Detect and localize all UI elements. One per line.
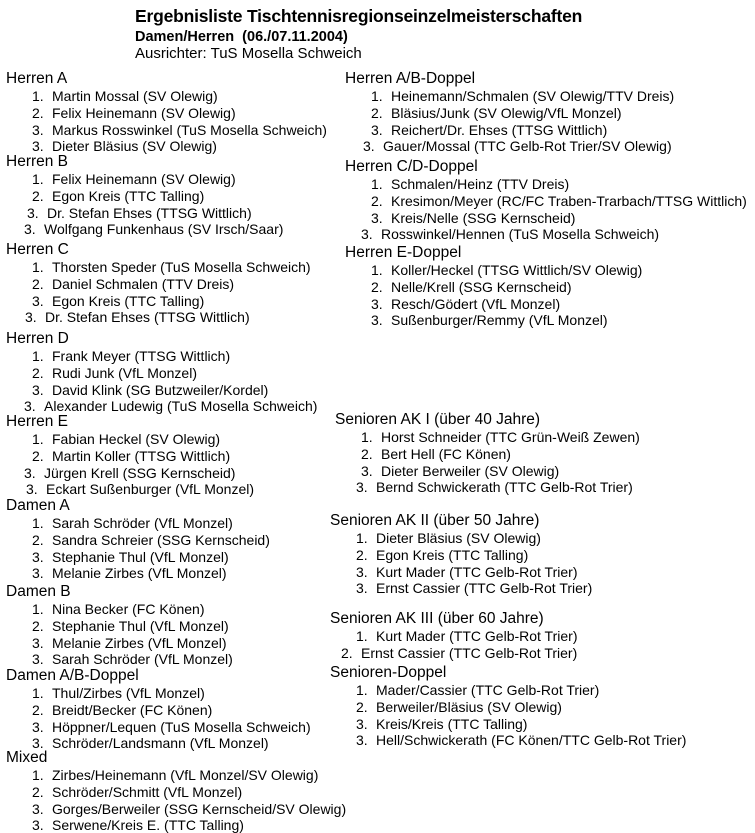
entry-rank: 3. xyxy=(32,292,44,309)
result-entry xyxy=(6,618,346,635)
entry-text: Gauer/Mossal (TTC Gelb-Rot Trier/SV Olewig) xyxy=(383,138,672,155)
entry-text: Rosswinkel/Hennen (TuS Mosella Schweich) xyxy=(381,226,660,243)
section-title: Herren E-Doppel xyxy=(345,244,462,261)
section-title: Herren E xyxy=(6,413,69,430)
entry-rank: 1. xyxy=(356,628,368,644)
result-entry xyxy=(330,530,740,547)
entry-rank: 1. xyxy=(32,88,44,104)
entry-text: Nina Becker (FC Könen) xyxy=(52,601,205,617)
entry-text: Heinemann/Schmalen (SV Olewig/TTV Dreis) xyxy=(391,88,675,104)
entry-rank: 3. xyxy=(24,398,36,415)
entry-rank: 2. xyxy=(356,698,368,715)
entry-rank: 3. xyxy=(32,651,44,668)
result-entry xyxy=(330,564,740,581)
entry-text: Eckart Sußenburger (VfL Monzel) xyxy=(46,481,255,498)
result-entry xyxy=(345,105,755,122)
result-entry xyxy=(315,645,740,662)
entry-rank: 3. xyxy=(26,481,38,498)
result-entry xyxy=(6,565,346,582)
entry-rank: 1. xyxy=(356,530,368,546)
result-entry xyxy=(345,262,755,279)
section-mixed xyxy=(6,749,346,833)
result-entry xyxy=(6,88,346,105)
section-title: Senioren AK I (über 40 Jahre) xyxy=(335,411,541,428)
entry-rank: 3. xyxy=(356,479,368,496)
section-herren-a xyxy=(6,70,346,155)
entry-text: Schröder/Schmitt (VfL Monzel) xyxy=(52,783,243,800)
result-entry xyxy=(6,801,346,818)
section-title: Herren A/B-Doppel xyxy=(345,70,476,87)
entry-rank: 3. xyxy=(363,138,375,155)
entry-text: Gorges/Berweiler (SSG Kernscheid/SV Olewig) xyxy=(52,800,347,817)
entry-text: Markus Rosswinkel (TuS Mosella Schweich) xyxy=(52,121,327,138)
entry-rank: 3. xyxy=(361,226,373,243)
entry-text: Thorsten Speder (TuS Mosella Schweich) xyxy=(52,259,311,275)
entry-rank: 3. xyxy=(371,312,383,329)
entry-text: Dieter Berweiler (SV Olewig) xyxy=(381,462,560,479)
entry-rank: 2. xyxy=(32,364,44,381)
entry-text: Höppner/Lequen (TuS Mosella Schweich) xyxy=(52,718,311,735)
result-entry xyxy=(6,365,346,382)
entry-rank: 3. xyxy=(32,565,44,582)
entry-text: Schröder/Landsmann (VfL Monzel) xyxy=(52,735,269,752)
entry-text: Frank Meyer (TTSG Wittlich) xyxy=(52,348,231,364)
result-entry xyxy=(6,817,346,833)
result-entry xyxy=(6,276,346,293)
result-entry xyxy=(330,682,740,699)
section-damen-a-b-doppel xyxy=(6,667,346,752)
result-entry xyxy=(330,699,740,716)
result-entry xyxy=(6,767,346,784)
entry-text: Melanie Zirbes (VfL Monzel) xyxy=(52,565,227,582)
entry-rank: 3. xyxy=(32,634,44,651)
entry-text: Stephanie Thul (VfL Monzel) xyxy=(52,617,229,634)
result-entry xyxy=(330,628,740,645)
entry-rank: 3. xyxy=(356,715,368,732)
result-entry xyxy=(330,547,740,564)
column-right xyxy=(330,0,755,833)
entry-rank: 1. xyxy=(32,601,44,617)
entry-rank: 3. xyxy=(32,381,44,398)
entry-text: Kresimon/Meyer (RC/FC Traben-Trarbach/TTSG Wittlich) xyxy=(391,192,747,209)
section-title: Senioren AK II (über 50 Jahre) xyxy=(330,512,540,529)
entry-rank: 3. xyxy=(32,800,44,817)
entry-text: Nelle/Krell (SSG Kernscheid) xyxy=(391,278,572,295)
result-entry xyxy=(6,431,346,448)
entry-rank: 3. xyxy=(356,732,368,749)
entry-rank: 3. xyxy=(32,817,44,833)
entry-rank: 3. xyxy=(356,580,368,597)
section-title: Herren C xyxy=(6,241,69,258)
section-title: Herren D xyxy=(6,330,69,347)
result-entry xyxy=(345,88,755,105)
entry-rank: 2. xyxy=(361,445,373,462)
entry-text: Hell/Schwickerath (FC Könen/TTC Gelb-Rot Trier) xyxy=(376,732,687,749)
entry-text: Reichert/Dr. Ehses (TTSG Wittlich) xyxy=(391,121,608,138)
document-host: Ausrichter: TuS Mosella Schweich xyxy=(135,45,362,62)
entry-text: Kurt Mader (TTC Gelb-Rot Trier) xyxy=(376,563,578,580)
entry-rank: 2. xyxy=(341,644,353,661)
section-title: Mixed xyxy=(6,749,48,766)
entry-rank: 2. xyxy=(371,278,383,295)
entry-rank: 1. xyxy=(371,262,383,278)
result-entry xyxy=(6,188,346,205)
entry-rank: 3. xyxy=(25,309,37,326)
entry-text: Dr. Stefan Ehses (TTSG Wittlich) xyxy=(47,204,252,221)
result-entry xyxy=(0,309,346,326)
entry-text: Kurt Mader (TTC Gelb-Rot Trier) xyxy=(376,628,578,644)
entry-text: Thul/Zirbes (VfL Monzel) xyxy=(52,685,205,701)
entry-text: Sandra Schreier (SSG Kernscheid) xyxy=(52,531,270,548)
result-entry xyxy=(0,465,346,482)
entry-text: Bläsius/Junk (SV Olewig/VfL Monzel) xyxy=(391,104,622,121)
entry-rank: 3. xyxy=(32,121,44,138)
entry-rank: 2. xyxy=(32,447,44,464)
entry-rank: 1. xyxy=(32,348,44,364)
entry-rank: 2. xyxy=(356,546,368,563)
result-entry xyxy=(345,279,755,296)
entry-rank: 1. xyxy=(371,176,383,192)
result-entry xyxy=(6,259,346,276)
entry-rank: 1. xyxy=(361,429,373,445)
result-entry xyxy=(6,635,346,652)
result-entry xyxy=(345,176,755,193)
entry-rank: 2. xyxy=(32,104,44,121)
result-entry xyxy=(6,448,346,465)
entry-rank: 3. xyxy=(32,138,44,155)
result-entry xyxy=(6,293,346,310)
entry-text: Bert Hell (FC Könen) xyxy=(381,445,511,462)
section-title: Herren B xyxy=(6,153,69,170)
section-title: Damen A/B-Doppel xyxy=(6,667,139,684)
section-title: Senioren AK III (über 60 Jahre) xyxy=(330,610,544,627)
document-subtitle: Damen/Herren (06./07.11.2004) xyxy=(135,29,348,45)
entry-rank: 3. xyxy=(27,204,39,221)
section-senioren-ak-ii-ber-50-jahre xyxy=(330,512,740,597)
section-herren-b xyxy=(6,153,346,238)
section-title: Damen B xyxy=(6,583,71,600)
section-herren-e xyxy=(6,413,346,498)
result-entry xyxy=(6,348,346,365)
entry-text: Horst Schneider (TTC Grün-Weiß Zewen) xyxy=(381,429,640,445)
entry-text: Fabian Heckel (SV Olewig) xyxy=(52,431,221,447)
section-herren-c xyxy=(6,241,346,326)
entry-text: Egon Kreis (TTC Talling) xyxy=(376,546,529,563)
result-entry xyxy=(1,205,346,222)
entry-rank: 3. xyxy=(371,295,383,312)
entry-text: Alexander Ludewig (TuS Mosella Schweich) xyxy=(44,398,318,415)
result-entry xyxy=(335,429,745,446)
section-herren-c-d-doppel xyxy=(345,158,755,243)
section-title: Senioren-Doppel xyxy=(330,664,447,681)
result-entry xyxy=(335,226,755,243)
entry-text: Serwene/Kreis E. (TTC Talling) xyxy=(52,817,244,833)
result-entry xyxy=(0,221,346,238)
entry-rank: 3. xyxy=(32,548,44,565)
entry-rank: 1. xyxy=(32,431,44,447)
result-entry xyxy=(6,122,346,139)
section-title: Herren C/D-Doppel xyxy=(345,158,478,175)
section-title: Herren A xyxy=(6,70,68,87)
section-damen-a xyxy=(6,497,346,582)
entry-rank: 1. xyxy=(32,171,44,187)
entry-text: Ernst Cassier (TTC Gelb-Rot Trier) xyxy=(376,580,593,597)
entry-rank: 1. xyxy=(32,767,44,783)
entry-rank: 1. xyxy=(32,685,44,701)
result-entry xyxy=(6,515,346,532)
entry-rank: 3. xyxy=(371,209,383,226)
entry-text: Bernd Schwickerath (TTC Gelb-Rot Trier) xyxy=(376,479,633,496)
result-entry xyxy=(6,549,346,566)
entry-text: Rudi Junk (VfL Monzel) xyxy=(52,364,197,381)
entry-rank: 2. xyxy=(32,275,44,292)
entry-text: Egon Kreis (TTC Talling) xyxy=(52,292,205,309)
entry-rank: 3. xyxy=(32,735,44,752)
entry-text: Felix Heinemann (SV Olewig) xyxy=(52,104,236,121)
entry-rank: 3. xyxy=(24,464,36,481)
entry-rank: 2. xyxy=(32,701,44,718)
entry-rank: 2. xyxy=(32,783,44,800)
section-herren-a-b-doppel xyxy=(345,70,755,155)
result-entry xyxy=(330,580,740,597)
entry-rank: 2. xyxy=(32,617,44,634)
result-entry xyxy=(345,122,755,139)
entry-text: Sarah Schröder (VfL Monzel) xyxy=(52,651,233,668)
result-entry xyxy=(330,716,740,733)
section-senioren-doppel xyxy=(330,664,740,749)
result-entry xyxy=(6,651,346,668)
entry-text: Sußenburger/Remmy (VfL Monzel) xyxy=(391,312,608,329)
entry-text: Dr. Stefan Ehses (TTSG Wittlich) xyxy=(45,309,250,326)
result-entry xyxy=(6,382,346,399)
entry-rank: 1. xyxy=(371,88,383,104)
entry-rank: 2. xyxy=(32,187,44,204)
entry-text: Mader/Cassier (TTC Gelb-Rot Trier) xyxy=(376,682,600,698)
result-entry xyxy=(6,685,346,702)
result-entry xyxy=(6,171,346,188)
entry-text: Zirbes/Heinemann (VfL Monzel/SV Olewig) xyxy=(52,767,319,783)
document-title: Ergebnisliste Tischtennisregionseinzelmeisterschaften xyxy=(135,6,583,26)
section-herren-e-doppel xyxy=(345,244,755,329)
result-entry xyxy=(6,719,346,736)
entry-text: Stephanie Thul (VfL Monzel) xyxy=(52,548,229,565)
entry-text: Kreis/Kreis (TTC Talling) xyxy=(376,715,528,732)
section-senioren-ak-iii-ber-60-jahre xyxy=(330,610,740,662)
result-entry xyxy=(335,463,745,480)
entry-text: Melanie Zirbes (VfL Monzel) xyxy=(52,634,227,651)
entry-rank: 1. xyxy=(32,515,44,531)
entry-text: Ernst Cassier (TTC Gelb-Rot Trier) xyxy=(361,644,578,661)
result-entry xyxy=(0,481,346,498)
section-senioren-ak-i-ber-40-jahre xyxy=(335,411,745,496)
entry-text: Berweiler/Bläsius (SV Olewig) xyxy=(376,698,562,715)
entry-rank: 3. xyxy=(371,121,383,138)
section-herren-d xyxy=(6,330,346,415)
entry-rank: 2. xyxy=(371,104,383,121)
entry-text: Breidt/Becker (FC Könen) xyxy=(52,701,213,718)
result-entry xyxy=(345,210,755,227)
result-entry xyxy=(335,446,745,463)
entry-text: Resch/Gödert (VfL Monzel) xyxy=(391,295,561,312)
entry-rank: 3. xyxy=(32,718,44,735)
entry-text: Felix Heinemann (SV Olewig) xyxy=(52,171,236,187)
entry-text: Koller/Heckel (TTSG Wittlich/SV Olewig) xyxy=(391,262,643,278)
entry-text: Schmalen/Heinz (TTV Dreis) xyxy=(391,176,570,192)
result-entry xyxy=(337,138,755,155)
result-entry xyxy=(6,532,346,549)
entry-text: Jürgen Krell (SSG Kernscheid) xyxy=(44,464,236,481)
entry-text: Kreis/Nelle (SSG Kernscheid) xyxy=(391,209,576,226)
entry-text: David Klink (SG Butzweiler/Kordel) xyxy=(52,381,269,398)
column-left xyxy=(6,0,346,833)
result-entry xyxy=(6,601,346,618)
entry-rank: 3. xyxy=(356,563,368,580)
result-entry xyxy=(6,784,346,801)
result-entry xyxy=(345,193,755,210)
entry-text: Wolfgang Funkenhaus (SV Irsch/Saar) xyxy=(44,221,284,238)
entry-rank: 2. xyxy=(371,192,383,209)
entry-rank: 3. xyxy=(24,221,36,238)
entry-rank: 3. xyxy=(361,462,373,479)
result-entry xyxy=(6,105,346,122)
entry-text: Egon Kreis (TTC Talling) xyxy=(52,187,205,204)
entry-text: Martin Mossal (SV Olewig) xyxy=(52,88,218,104)
result-entry xyxy=(330,479,745,496)
entry-rank: 1. xyxy=(32,259,44,275)
entry-text: Dieter Bläsius (SV Olewig) xyxy=(52,138,217,155)
result-entry xyxy=(345,312,755,329)
entry-text: Sarah Schröder (VfL Monzel) xyxy=(52,515,233,531)
entry-rank: 1. xyxy=(356,682,368,698)
result-entry xyxy=(6,702,346,719)
entry-text: Martin Koller (TTSG Wittlich) xyxy=(52,447,231,464)
section-title: Damen A xyxy=(6,497,70,514)
entry-text: Dieter Bläsius (SV Olewig) xyxy=(376,530,541,546)
section-damen-b xyxy=(6,583,346,668)
result-entry xyxy=(345,296,755,313)
entry-rank: 2. xyxy=(32,531,44,548)
entry-text: Daniel Schmalen (TTV Dreis) xyxy=(52,275,235,292)
result-entry xyxy=(330,732,740,749)
